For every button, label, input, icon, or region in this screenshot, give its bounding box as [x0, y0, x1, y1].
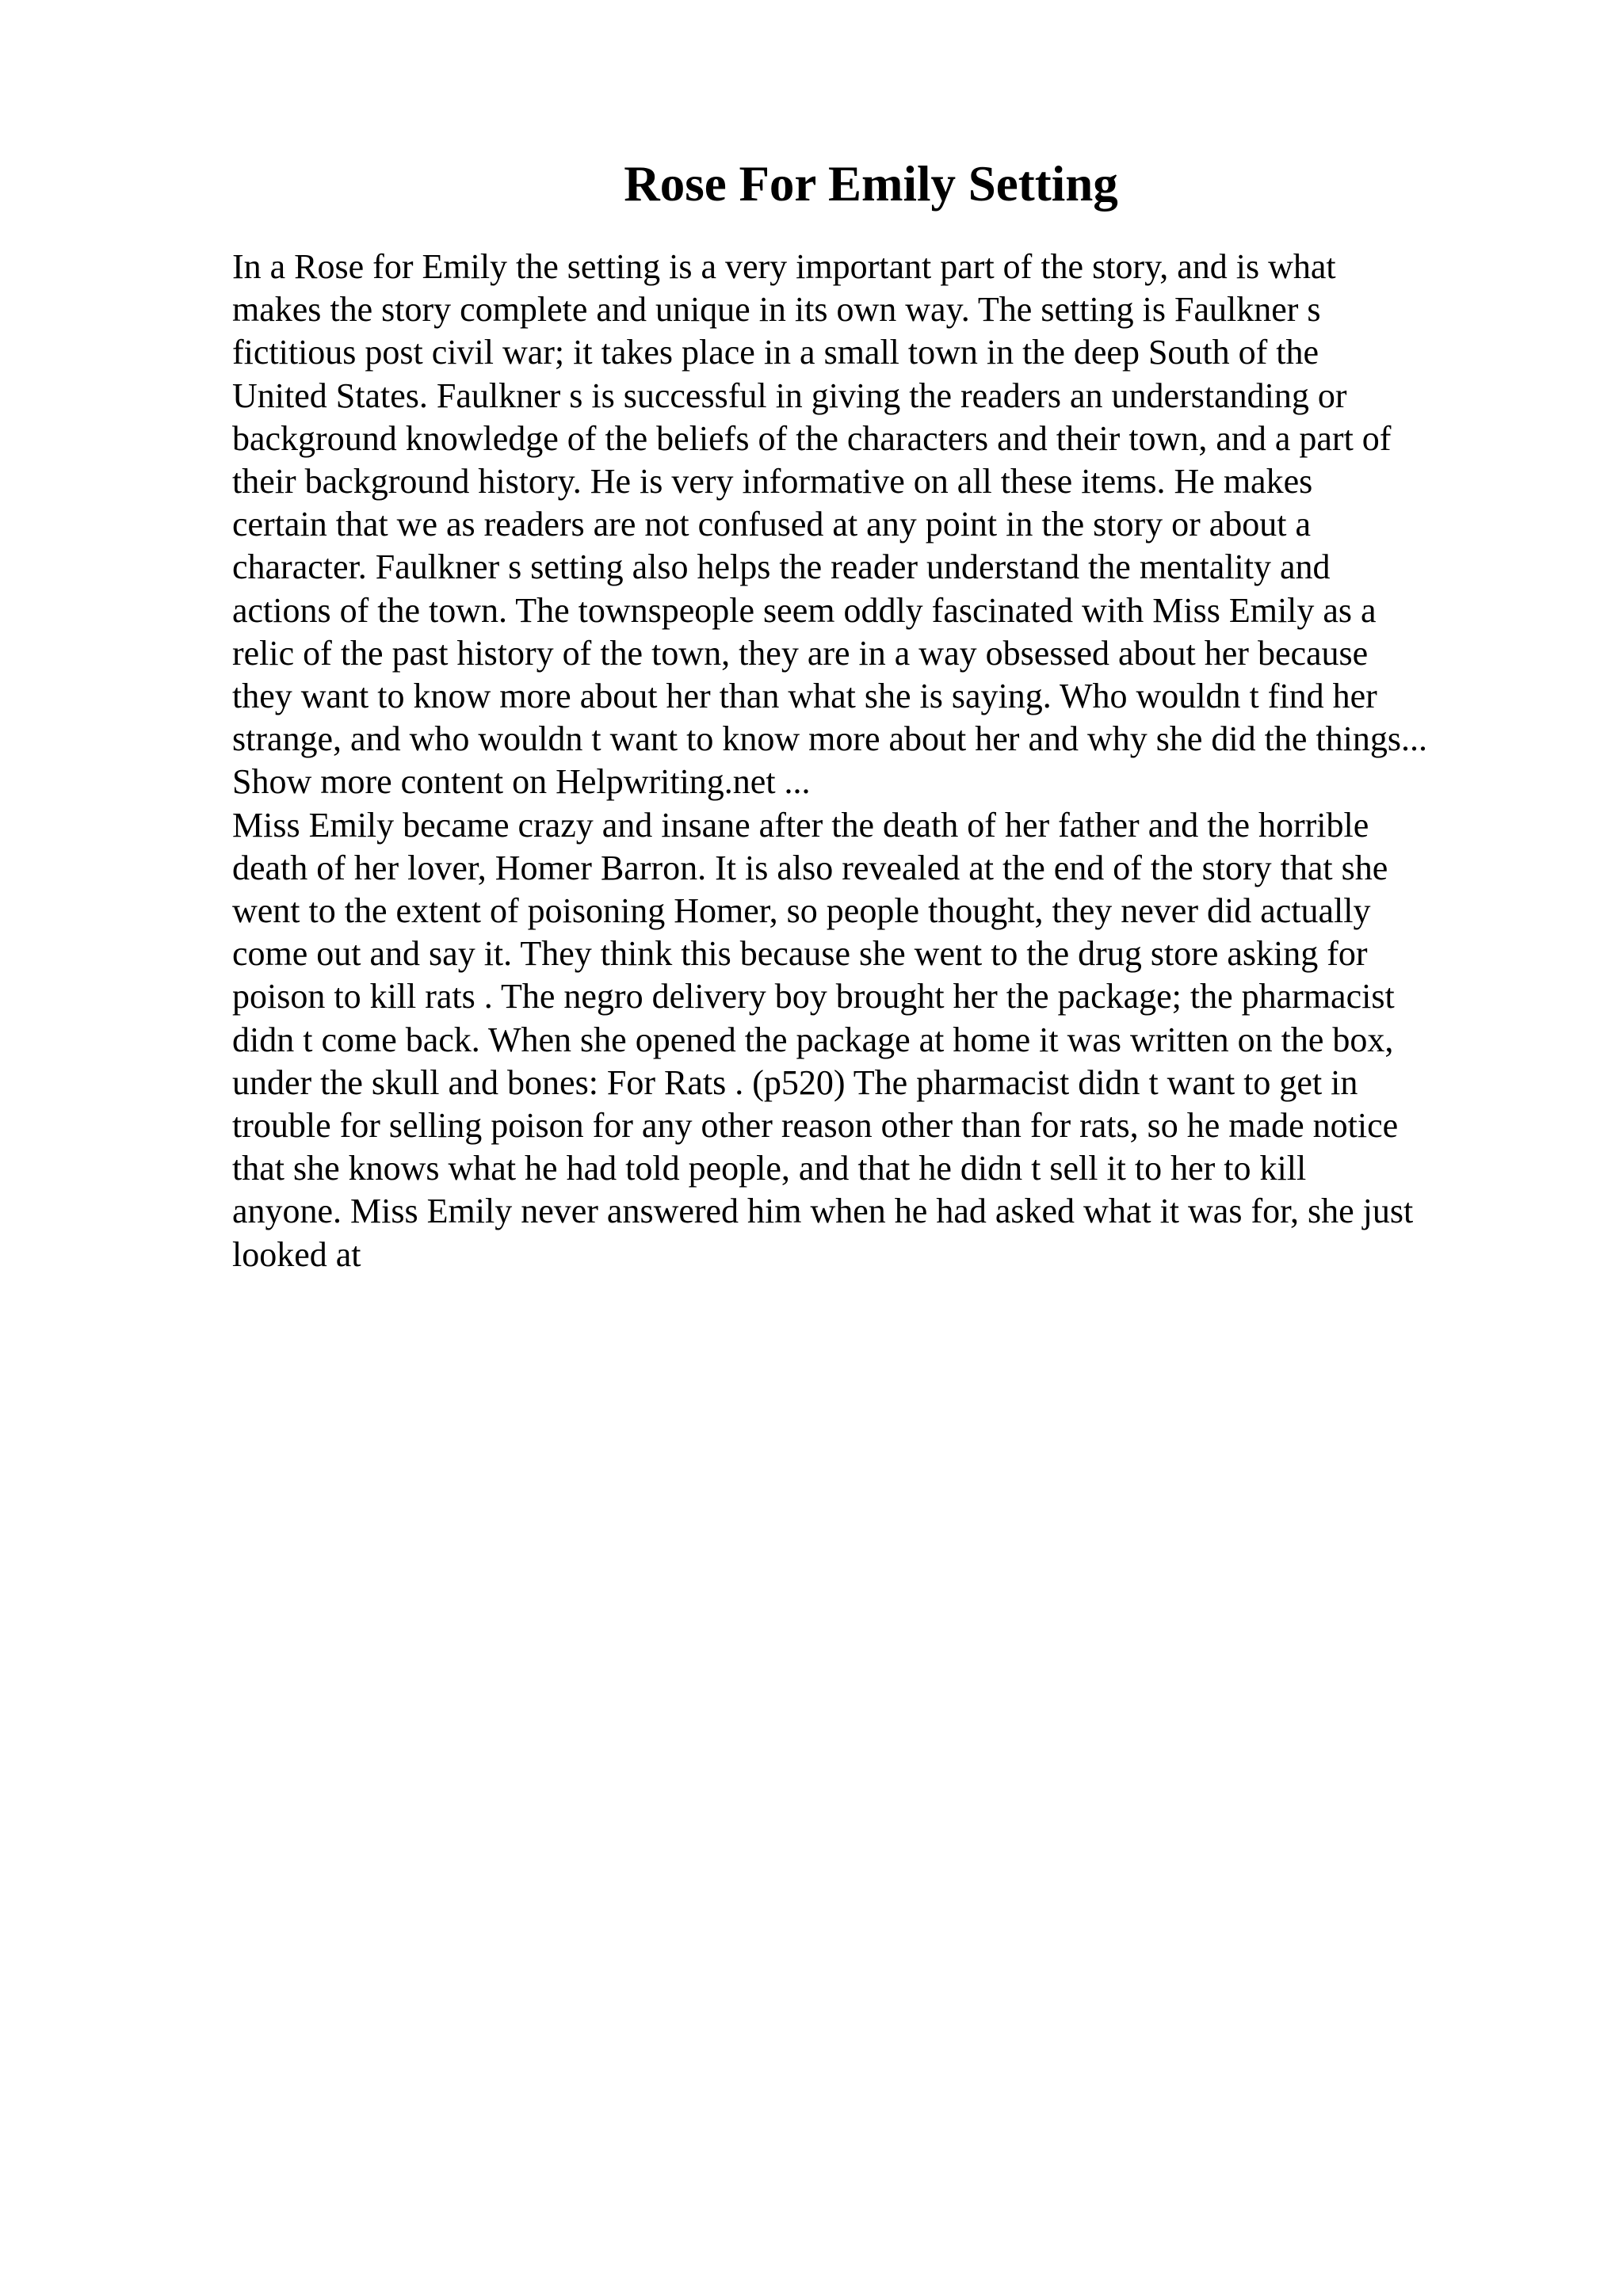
body-line: death of her lover, Homer Barron. It is also revealed at the end of the story that she [232, 848, 1388, 887]
body-line: background knowledge of the beliefs of the characters and their town, and a part of [232, 418, 1392, 458]
body-line: certain that we as readers are not confused at any point in the story or about a [232, 505, 1312, 544]
body-line: went to the extent of poisoning Homer, so people thought, they never did actually [232, 891, 1371, 931]
document-title: Rose For Emily Setting [624, 156, 1118, 212]
body-line: looked at [232, 1234, 361, 1274]
body-line: actions of the town. The townspeople seem oddly fascinated with Miss Emily as a [232, 590, 1377, 630]
body-line: that she knows what he had told people, and that he didn t sell it to her to kill [232, 1149, 1307, 1188]
body-line: under the skull and bones: For Rats . (p520) The pharmacist didn t want to get in [232, 1062, 1358, 1102]
body-line: fictitious post civil war; it takes place in a small town in the deep South of the [232, 333, 1319, 372]
body-line: Miss Emily became crazy and insane after the death of her father and the horrible [232, 805, 1369, 845]
body-line: their background history. He is very informative on all these items. He makes [232, 462, 1313, 502]
body-line: didn t come back. When she opened the package at home it was written on the box, [232, 1020, 1394, 1059]
body-line: strange, and who wouldn t want to know more about her and why she did the things... [232, 719, 1427, 759]
show-more-line: Show more content on Helpwriting.net ... [232, 762, 811, 802]
body-line: poison to kill rats . The negro delivery boy brought her the package; the pharmacist [232, 977, 1395, 1016]
body-line: relic of the past history of the town, they are in a way obsessed about her because [232, 633, 1369, 673]
body-line: they want to know more about her than what she is saying. Who wouldn t find her [232, 677, 1377, 716]
body-line: anyone. Miss Emily never answered him when he had asked what it was for, she just [232, 1192, 1414, 1231]
body-line: United States. Faulkner s is successful in giving the readers an understanding or [232, 376, 1347, 415]
body-line: trouble for selling poison for any other reason other than for rats, so he made notice [232, 1106, 1399, 1146]
body-line: In a Rose for Emily the setting is a very important part of the story, and is what [232, 247, 1336, 286]
body-line: character. Faulkner s setting also helps the reader understand the mentality and [232, 547, 1331, 587]
body-line: makes the story complete and unique in its own way. The setting is Faulkner s [232, 290, 1321, 330]
body-line: come out and say it. They think this because she went to the drug store asking for [232, 934, 1368, 974]
document-body [232, 246, 1516, 1276]
